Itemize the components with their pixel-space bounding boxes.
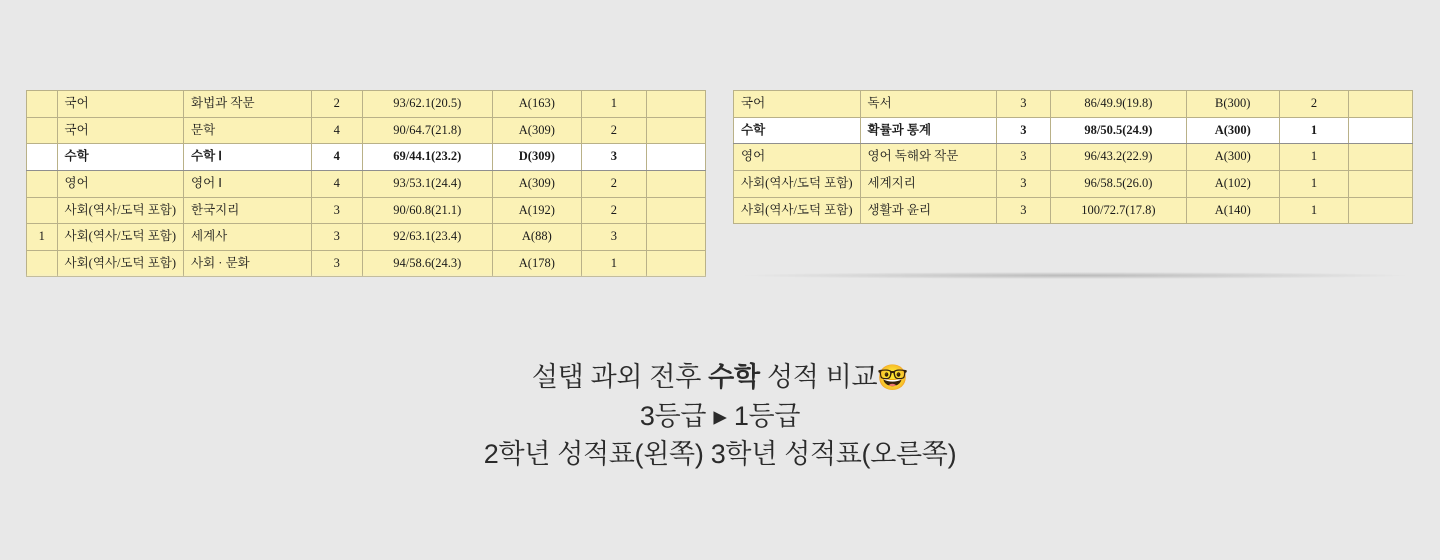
cell-subject: 독서: [860, 91, 996, 118]
cell-tail: [646, 91, 705, 118]
cell-achievement: A(192): [492, 197, 581, 224]
cell-tail: [1349, 117, 1413, 144]
grade-table-right-panel: [733, 90, 1413, 275]
cell-tail: [1349, 144, 1413, 171]
cell-units: 3: [996, 144, 1050, 171]
caption-line-1-post: 성적 비교: [759, 362, 878, 392]
cell-index: [27, 144, 58, 171]
cell-grade: 1: [1279, 197, 1349, 224]
cell-units: 4: [311, 117, 362, 144]
cell-grade: 1: [1279, 144, 1349, 171]
cell-achievement: A(163): [492, 91, 581, 118]
cell-score: 86/49.9(19.8): [1050, 91, 1186, 118]
cell-tail: [646, 144, 705, 171]
cell-area: 사회(역사/도덕 포함): [57, 224, 184, 251]
cell-index: [27, 91, 58, 118]
cell-area: 사회(역사/도덕 포함): [57, 197, 184, 224]
cell-subject: 세계지리: [860, 170, 996, 197]
grade-table-right: [733, 90, 1413, 224]
cell-area: 수학: [57, 144, 184, 171]
cell-achievement: A(88): [492, 224, 581, 251]
cell-score: 90/60.8(21.1): [362, 197, 492, 224]
caption-line-1-bold: 수학: [708, 362, 760, 392]
cell-year: 1: [27, 224, 58, 251]
cell-tail: [646, 170, 705, 197]
cell-subject: 문학: [184, 117, 312, 144]
cell-achievement: B(300): [1186, 91, 1279, 118]
cell-units: 3: [996, 117, 1050, 144]
table-row: [734, 91, 1413, 118]
cell-subject: 생활과 윤리: [860, 197, 996, 224]
table-row: [734, 144, 1413, 171]
cell-grade: 1: [1279, 170, 1349, 197]
table-row: [27, 170, 706, 197]
cell-achievement: A(309): [492, 170, 581, 197]
cell-score: 90/64.7(21.8): [362, 117, 492, 144]
cell-tail: [1349, 91, 1413, 118]
cell-achievement: A(300): [1186, 117, 1279, 144]
cell-grade: 1: [1279, 117, 1349, 144]
cell-index: [27, 250, 58, 277]
cell-grade: 2: [581, 170, 646, 197]
cell-subject: 수학 Ⅰ: [184, 144, 312, 171]
cell-index: [27, 170, 58, 197]
cell-subject: 확률과 통계: [860, 117, 996, 144]
cell-area: 국어: [57, 91, 184, 118]
table-row-highlighted-math: [27, 144, 706, 171]
cell-area: 수학: [734, 117, 861, 144]
cell-units: 3: [996, 170, 1050, 197]
cell-units: 3: [311, 224, 362, 251]
cell-units: 2: [311, 91, 362, 118]
cell-area: 국어: [734, 91, 861, 118]
caption-line-3: 2학년 성적표(왼쪽) 3학년 성적표(오른쪽): [483, 439, 957, 469]
cell-grade: 3: [581, 144, 646, 171]
cell-achievement: A(300): [1186, 144, 1279, 171]
cell-achievement: A(102): [1186, 170, 1279, 197]
cell-grade: 3: [581, 224, 646, 251]
cell-tail: [1349, 197, 1413, 224]
cell-achievement: A(309): [492, 117, 581, 144]
cell-units: 3: [311, 250, 362, 277]
cell-score: 92/63.1(23.4): [362, 224, 492, 251]
table-row: [27, 224, 706, 251]
cell-score: 93/62.1(20.5): [362, 91, 492, 118]
cell-units: 3: [996, 91, 1050, 118]
cell-area: 사회(역사/도덕 포함): [57, 250, 184, 277]
cell-grade: 1: [581, 250, 646, 277]
cell-score: 98/50.5(24.9): [1050, 117, 1186, 144]
cell-grade: 1: [581, 91, 646, 118]
cell-score: 69/44.1(23.2): [362, 144, 492, 171]
caption-line-1-pre: 설탭 과외 전후: [531, 362, 709, 392]
table-row: [734, 197, 1413, 224]
cell-index: [27, 197, 58, 224]
grade-table-right-body: [734, 91, 1413, 224]
cell-tail: [646, 117, 705, 144]
cell-units: 3: [311, 197, 362, 224]
cell-area: 국어: [57, 117, 184, 144]
cell-subject: 영어 독해와 작문: [860, 144, 996, 171]
cell-grade: 2: [581, 197, 646, 224]
nerd-face-emoji-icon: 🤓: [877, 364, 909, 392]
cell-area: 영어: [734, 144, 861, 171]
grade-table-left-panel: [26, 90, 706, 295]
grade-table-left-body: [27, 91, 706, 277]
cell-score: 96/43.2(22.9): [1050, 144, 1186, 171]
cell-units: 4: [311, 144, 362, 171]
table-row: [27, 197, 706, 224]
cell-achievement: A(140): [1186, 197, 1279, 224]
cell-area: 사회(역사/도덕 포함): [734, 197, 861, 224]
cell-area: 영어: [57, 170, 184, 197]
cell-tail: [1349, 170, 1413, 197]
table-row: [27, 91, 706, 118]
table-row: [734, 170, 1413, 197]
table-row-highlighted-math: [734, 117, 1413, 144]
cell-score: 94/58.6(24.3): [362, 250, 492, 277]
table-row: [27, 117, 706, 144]
caption-line-1: [0, 358, 1440, 397]
cell-subject: 세계사: [184, 224, 312, 251]
cell-grade: 2: [1279, 91, 1349, 118]
cell-subject: 한국지리: [184, 197, 312, 224]
cell-area: 사회(역사/도덕 포함): [734, 170, 861, 197]
cell-units: 3: [996, 197, 1050, 224]
cell-tail: [646, 197, 705, 224]
cell-tail: [646, 224, 705, 251]
cell-index: [27, 117, 58, 144]
caption-block: [0, 358, 1440, 473]
cell-units: 4: [311, 170, 362, 197]
cell-subject: 사회 · 문화: [184, 250, 312, 277]
cell-achievement: D(309): [492, 144, 581, 171]
grade-table-left: [26, 90, 706, 277]
cell-score: 100/72.7(17.8): [1050, 197, 1186, 224]
cell-tail: [646, 250, 705, 277]
cell-subject: 화법과 작문: [184, 91, 312, 118]
table-row: [27, 250, 706, 277]
caption-line-2: 3등급 ▸ 1등급: [639, 401, 801, 431]
cell-score: 96/58.5(26.0): [1050, 170, 1186, 197]
cell-achievement: A(178): [492, 250, 581, 277]
cell-grade: 2: [581, 117, 646, 144]
cell-score: 93/53.1(24.4): [362, 170, 492, 197]
cell-subject: 영어 Ⅰ: [184, 170, 312, 197]
